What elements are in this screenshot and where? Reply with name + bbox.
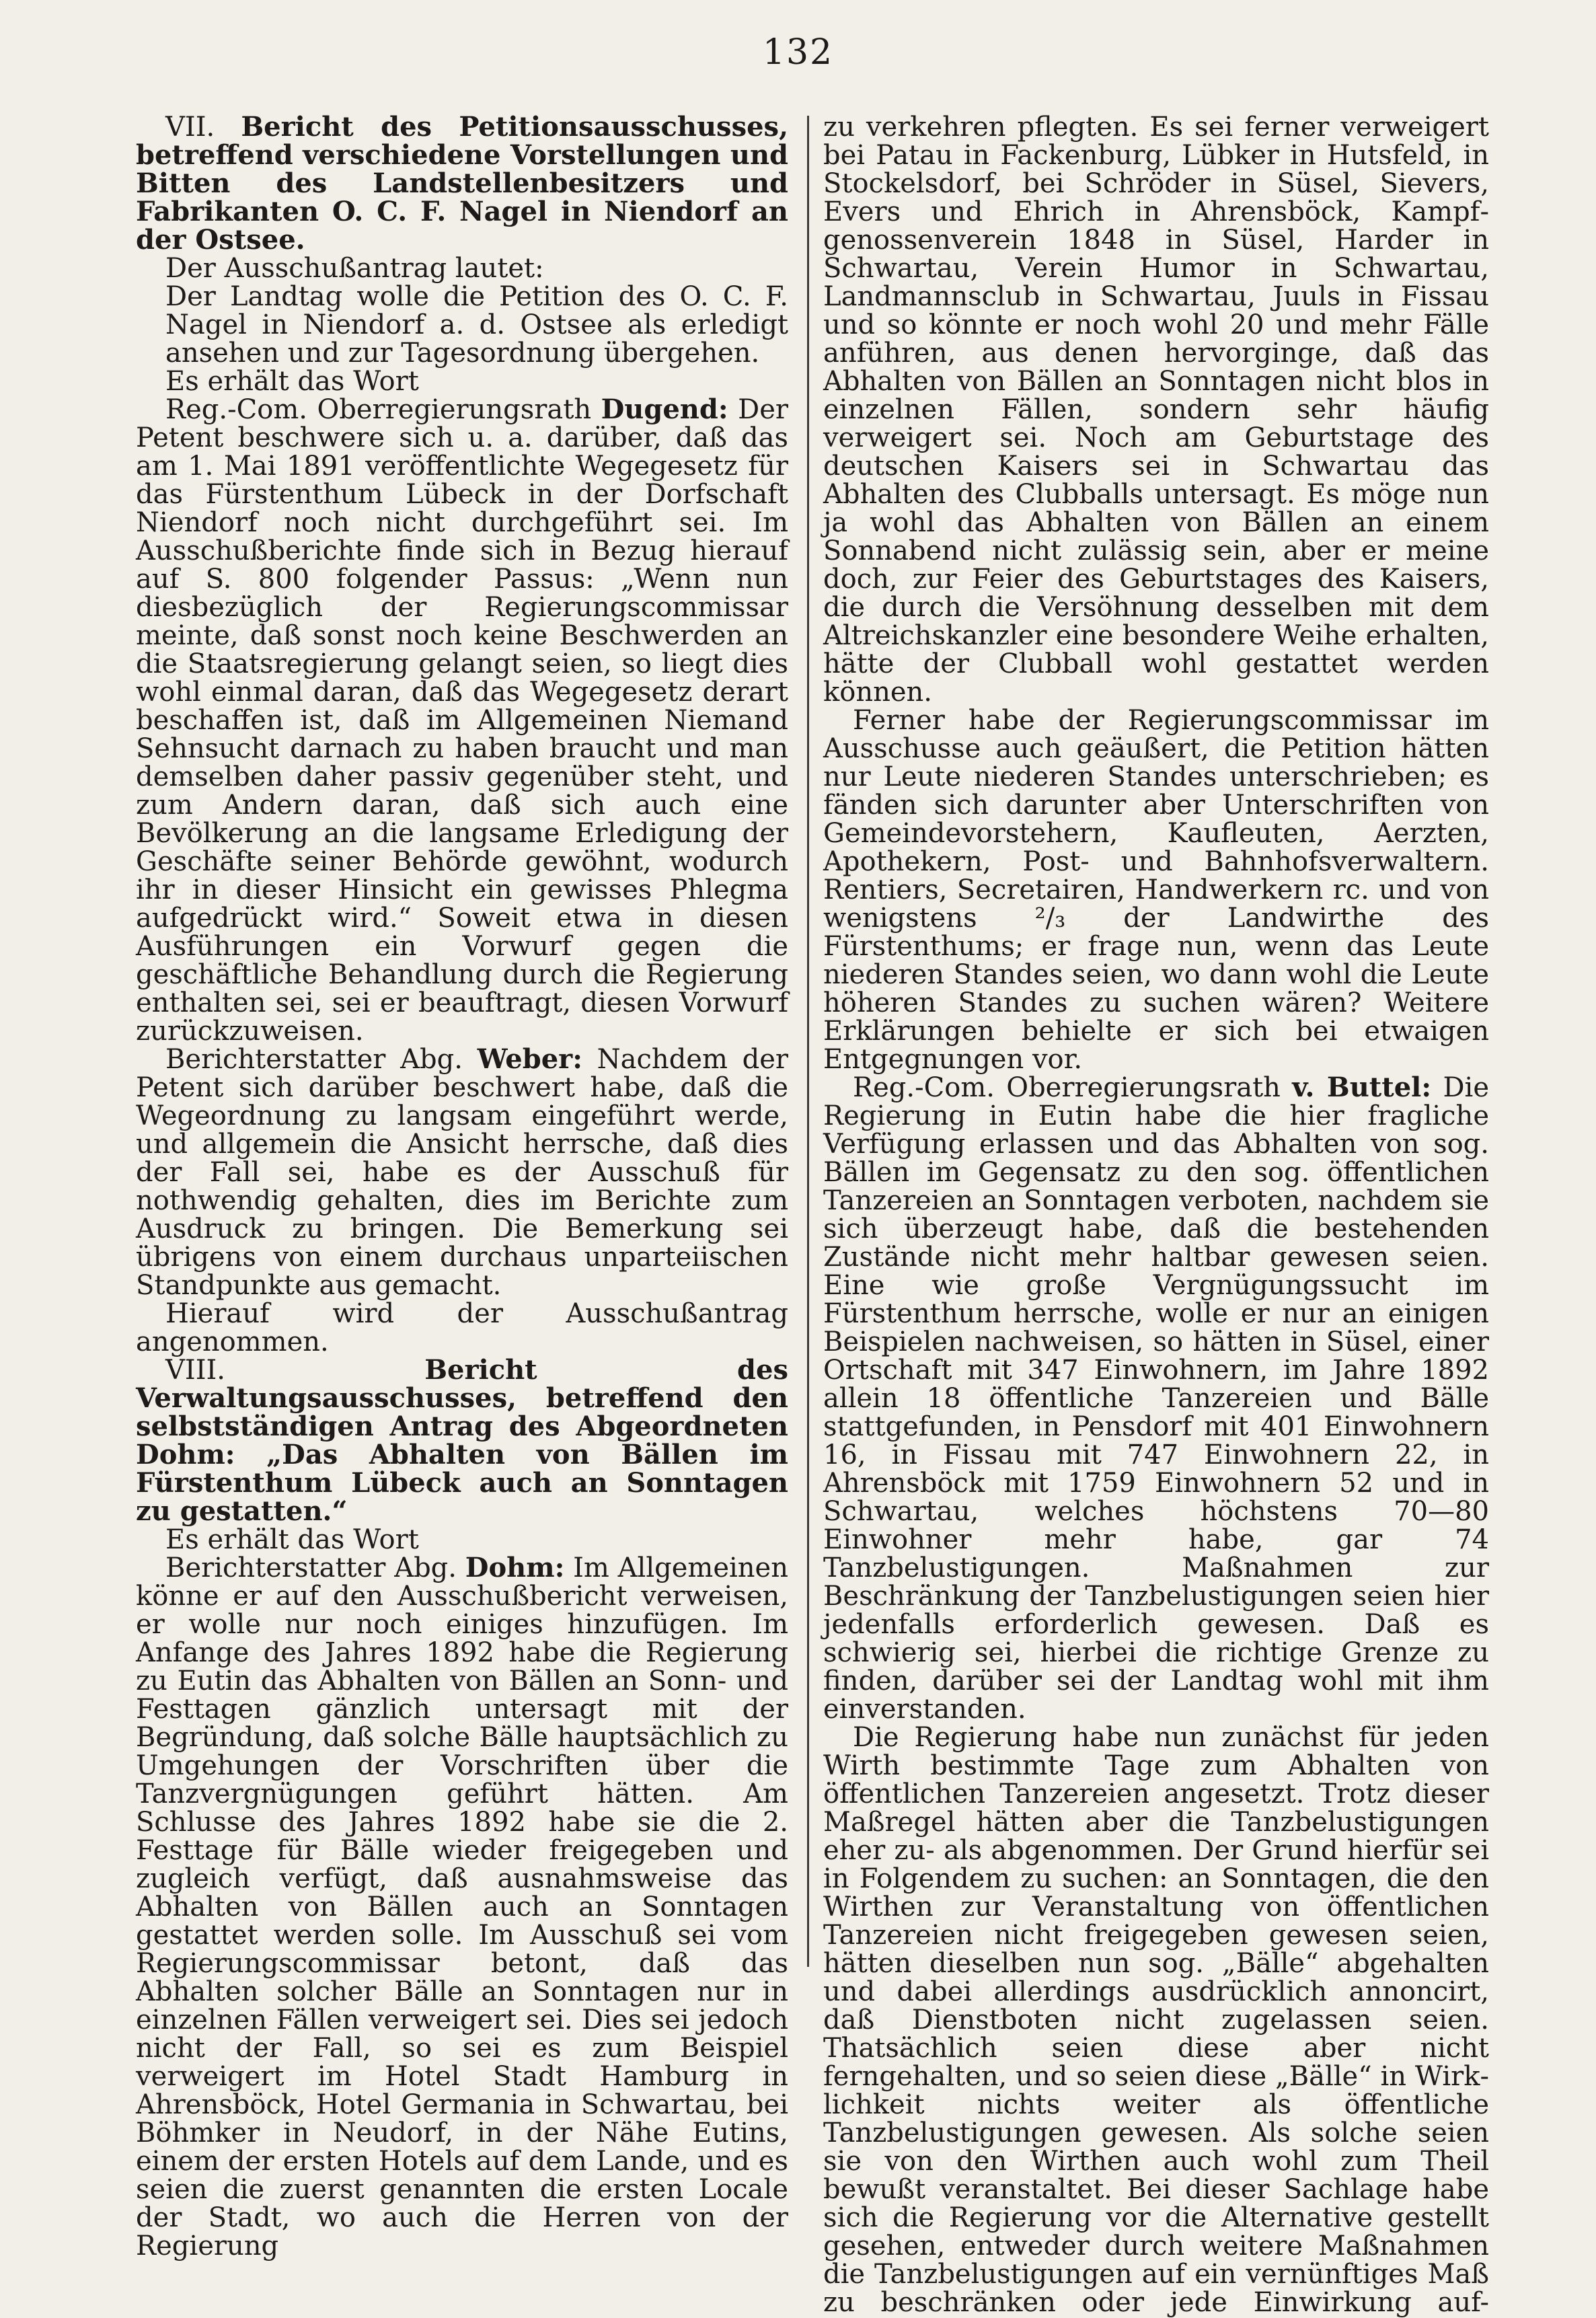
paragraph: Ferner habe der Regierungscommissar im Ausschusse auch geäußert, die Petition hätten nur Leute niederen Standes unterschrieben; es fänden sich darunter aber Unterschriften von Gemeindevorstehern, Kaufleuten, Aerzten, Apothekern, Post- und Bahnhofsverwaltern. Rentiers, Secretairen, Handwerkern rc. und von wenigstens ²/₃ der Landwirthe des Fürstenthums; er frage nun, wenn das Leute niederen Standes seien, wo dann wohl die Leute höheren Standes zu suchen wären? Weitere Erklärungen behielte er sich bei etwaigen Entgegnungen vor. bbox=[823, 705, 1489, 1075]
paragraph: Hierauf wird der Ausschußantrag angenommen. bbox=[136, 1298, 788, 1357]
column-divider bbox=[807, 116, 809, 1967]
paragraph: Es erhält das Wort bbox=[165, 1524, 419, 1555]
section-heading bbox=[136, 1356, 788, 1526]
speaker-name: Weber: bbox=[477, 1043, 582, 1075]
speech-paragraph bbox=[136, 1045, 788, 1300]
speaker-role: Berichterstatter Abg. bbox=[165, 1553, 465, 1583]
speech-text: Die Regierung in Eutin habe die hier fragliche Verfügung erlassen und das Abhalten von sog. Bällen im Gegensatz zu den sog. öffentlichen Tanzereien an Sonntagen verboten, nachdem sie sich überzeugt habe, daß die bestehenden Zustände nicht mehr haltbar gewesen seien. Eine wie große Vergnügungssucht im Fürstenthum herrsche, wolle er nur an einigen Beispielen nachweisen, so hätten in Süsel, einer Ortschaft mit 347 Einwohnern, im Jahre 1892 allein 18 öffentliche Tanzereien und Bälle stattgefunden, in Pensdorf mit 401 Einwohnern 16, in Fissau mit 747 Einwohnern 22, in Ahrensböck mit 1759 Einwohnern 52 und in Schwartau, welches höchstens 70—80 Einwohner mehr habe, gar 74 Tanzbelustigungen. Maßnahmen zur Beschränkung der Tanzbelustigungen seien hier jedenfalls erforderlich gewesen. Daß es schwierig sei, hierbei die richtige Grenze zu finden, darüber sei der Landtag wohl mit ihm einverstanden. bbox=[823, 1072, 1489, 1725]
speech-paragraph bbox=[136, 1554, 788, 2260]
speaker-name: Dohm: bbox=[465, 1552, 565, 1583]
page-number: 132 bbox=[762, 32, 834, 73]
motion-text: Der Landtag wolle die Petition des O. C. F. Nagel in Niendorf a. d. Ostsee als erledigt ansehen und zur Tagesordnung übergehen. bbox=[165, 281, 788, 369]
speech-paragraph bbox=[136, 396, 788, 1045]
speech-text: Der Petent beschwere sich u. a. darüber, daß das am 1. Mai 1891 veröffentlichte Wegegesetz für das Fürstenthum Lübeck in der Dorfschaft Niendorf noch nicht durchgeführt sei. Im Ausschußberichte finde sich in Bezug hierauf auf S. 800 folgender Passus: „Wenn nun diesbezüglich der Regierungscommissar meinte, daß sonst noch keine Beschwerden an die Staatsregierung gelangt seien, so liegt dies wohl einmal daran, daß das Wegegesetz derart beschaffen ist, daß im Allgemeinen Niemand Sehnsucht darnach zu haben braucht und man demselben daher passiv gegenüber steht, und zum Andern daran, daß sich auch eine Bevölkerung an die langsame Erledigung der Geschäfte seiner Behörde gewöhnt, wodurch ihr in dieser Hinsicht ein gewisses Phlegma aufgedrückt wird.“ Soweit etwa in diesen Ausführungen ein Vorwurf gegen die geschäftliche Behandlung durch die Regierung enthalten sei, sei er beauftragt, diesen Vorwurf zurückzuweisen. bbox=[136, 394, 788, 1047]
speech-text: Im Allgemeinen könne er auf den Ausschußbericht verweisen, er wolle nur noch einiges hinzufügen. Im Anfange des Jahres 1892 habe die Regierung zu Eutin das Abhalten von Bällen an Sonn- und Festtagen gänzlich untersagt mit der Begründung, daß solche Bälle hauptsächlich zu Umgehungen der Vorschriften über die Tanzvergnügungen geführt hätten. Am Schlusse des Jahres 1892 habe sie die 2. Festtage für Bälle wieder freigegeben und zugleich verfügt, daß ausnahmsweise das Abhalten von Bällen auch an Sonntagen gestattet werden solle. Im Ausschuß sei vom Regierungscommissar betont, daß das Abhalten solcher Bälle an Sonntagen nur in einzelnen Fällen verweigert sei. Dies sei jedoch nicht der Fall, so sei es zum Beispiel verweigert im Hotel Stadt Hamburg in Ahrensböck, Hotel Germania in Schwartau, bei Böhmker in Neudorf, in der Nähe Eutins, einem der ersten Hotels auf dem Lande, und es seien die zuerst genannten die ersten Locale der Stadt, wo auch die Herren von der Regierung bbox=[136, 1553, 788, 2261]
paragraph: Die Regierung habe nun zunächst für jeden Wirth bestimmte Tage zum Abhalten von öffentlichen Tanzereien angesetzt. Trotz dieser Maßregel hätten aber die Tanzbelustigungen eher zu- als abgenommen. Der Grund hierfür sei in Folgendem zu suchen: an Sonntagen, die den Wirthen zur Veranstaltung von öffentlichen Tanzereien nicht freigegeben gewesen seien, hätten dieselben nun sog. „Bälle“ abgehalten und dabei allerdings ausdrücklich annoncirt, daß Dienstboten nicht zugelassen seien. Thatsächlich seien diese aber nicht ferngehalten, und so seien diese „Bälle“ in Wirklichkeit nichts weiter als öffentliche Tanzbelustigungen gewesen. Als solche seien sie von den Wirthen auch wohl zum Theil bewußt veranstaltet. Bei dieser Sachlage habe sich die Regierung vor die Alternative gestellt gesehen, entweder durch weitere Maßnahmen die Tanzbelustigungen auf ein vernünftiges Maß zu beschränken oder jede Einwirkung auf- bbox=[823, 1722, 1489, 2318]
section-heading bbox=[136, 113, 788, 254]
speaker-role: Reg.-Com. Oberregierungsrath bbox=[165, 394, 601, 425]
speech-text: Nachdem der Petent sich darüber beschwert habe, daß die Wegeordnung zu langsam eingeführt werde, und allgemein die Ansicht herrsche, daß dies der Fall sei, habe es der Ausschuß für nothwendig gehalten, dies im Berichte zum Ausdruck zu bringen. Die Bemerkung sei übrigens von einem durchaus unparteiischen Standpunkte aus gemacht. bbox=[136, 1044, 788, 1301]
speech-paragraph bbox=[823, 1074, 1489, 1723]
speaker-role: Reg.-Com. Oberregierungsrath bbox=[853, 1072, 1293, 1103]
speaker-role: Berichterstatter Abg. bbox=[165, 1044, 478, 1075]
paragraph: Der Ausschußantrag lautet: bbox=[165, 253, 544, 284]
continued-paragraph: zu verkehren pflegten. Es sei ferner verweigert bei Patau in Fackenburg, Lübker in Hutsfeld, in Stockelsdorf, bei Schröder in Süsel, Sievers, Evers und Ehrich in Ahrensböck, Kampfgenossenverein 1848 in Süsel, Harder in Schwartau, Verein Humor in Schwartau, Landmannsclub in Schwartau, Juuls in Fissau und so könnte er noch wohl 20 und mehr Fälle anführen, aus denen hervorginge, daß das Abhalten von Bällen an Sonntagen nicht blos in einzelnen Fällen, sondern sehr häufig verweigert sei. Noch am Geburtstage des deutschen Kaisers sei in Schwartau das Abhalten des Clubballs untersagt. Es möge nun ja wohl das Abhalten von Bällen an einem Sonnabend nicht zulässig sein, aber er meine doch, zur Feier des Geburtstages des Kaisers, die durch die Versöhnung desselben mit dem Altreichskanzler eine besondere Weihe erhalten, hätte der Clubball wohl gestattet werden können. bbox=[823, 112, 1489, 708]
right-column bbox=[823, 112, 1489, 2318]
speaker-name: v. Buttel: bbox=[1292, 1072, 1432, 1103]
speaker-name: Dugend: bbox=[601, 394, 728, 425]
section-heading-text: Bericht des Petitionsausschusses, betreffend verschiedene Vorstellungen und Bitten des Landstellenbesitzers und Fabrikanten O. C. F. Nagel in Niendorf an der Ostsee. bbox=[136, 111, 788, 256]
section-heading-text: Bericht des Verwaltungsausschusses, betreffend den selbstständigen Antrag des Abgeordneten Dohm: „Das Abhalten von Bällen im Fürstenthum Lübeck auch an Sonntagen zu gestatten.“ bbox=[136, 1354, 788, 1527]
paragraph: Es erhält das Wort bbox=[165, 366, 419, 397]
section-number: VIII. bbox=[165, 1355, 425, 1386]
section-number: VII. bbox=[165, 112, 241, 143]
left-column bbox=[136, 111, 788, 2261]
